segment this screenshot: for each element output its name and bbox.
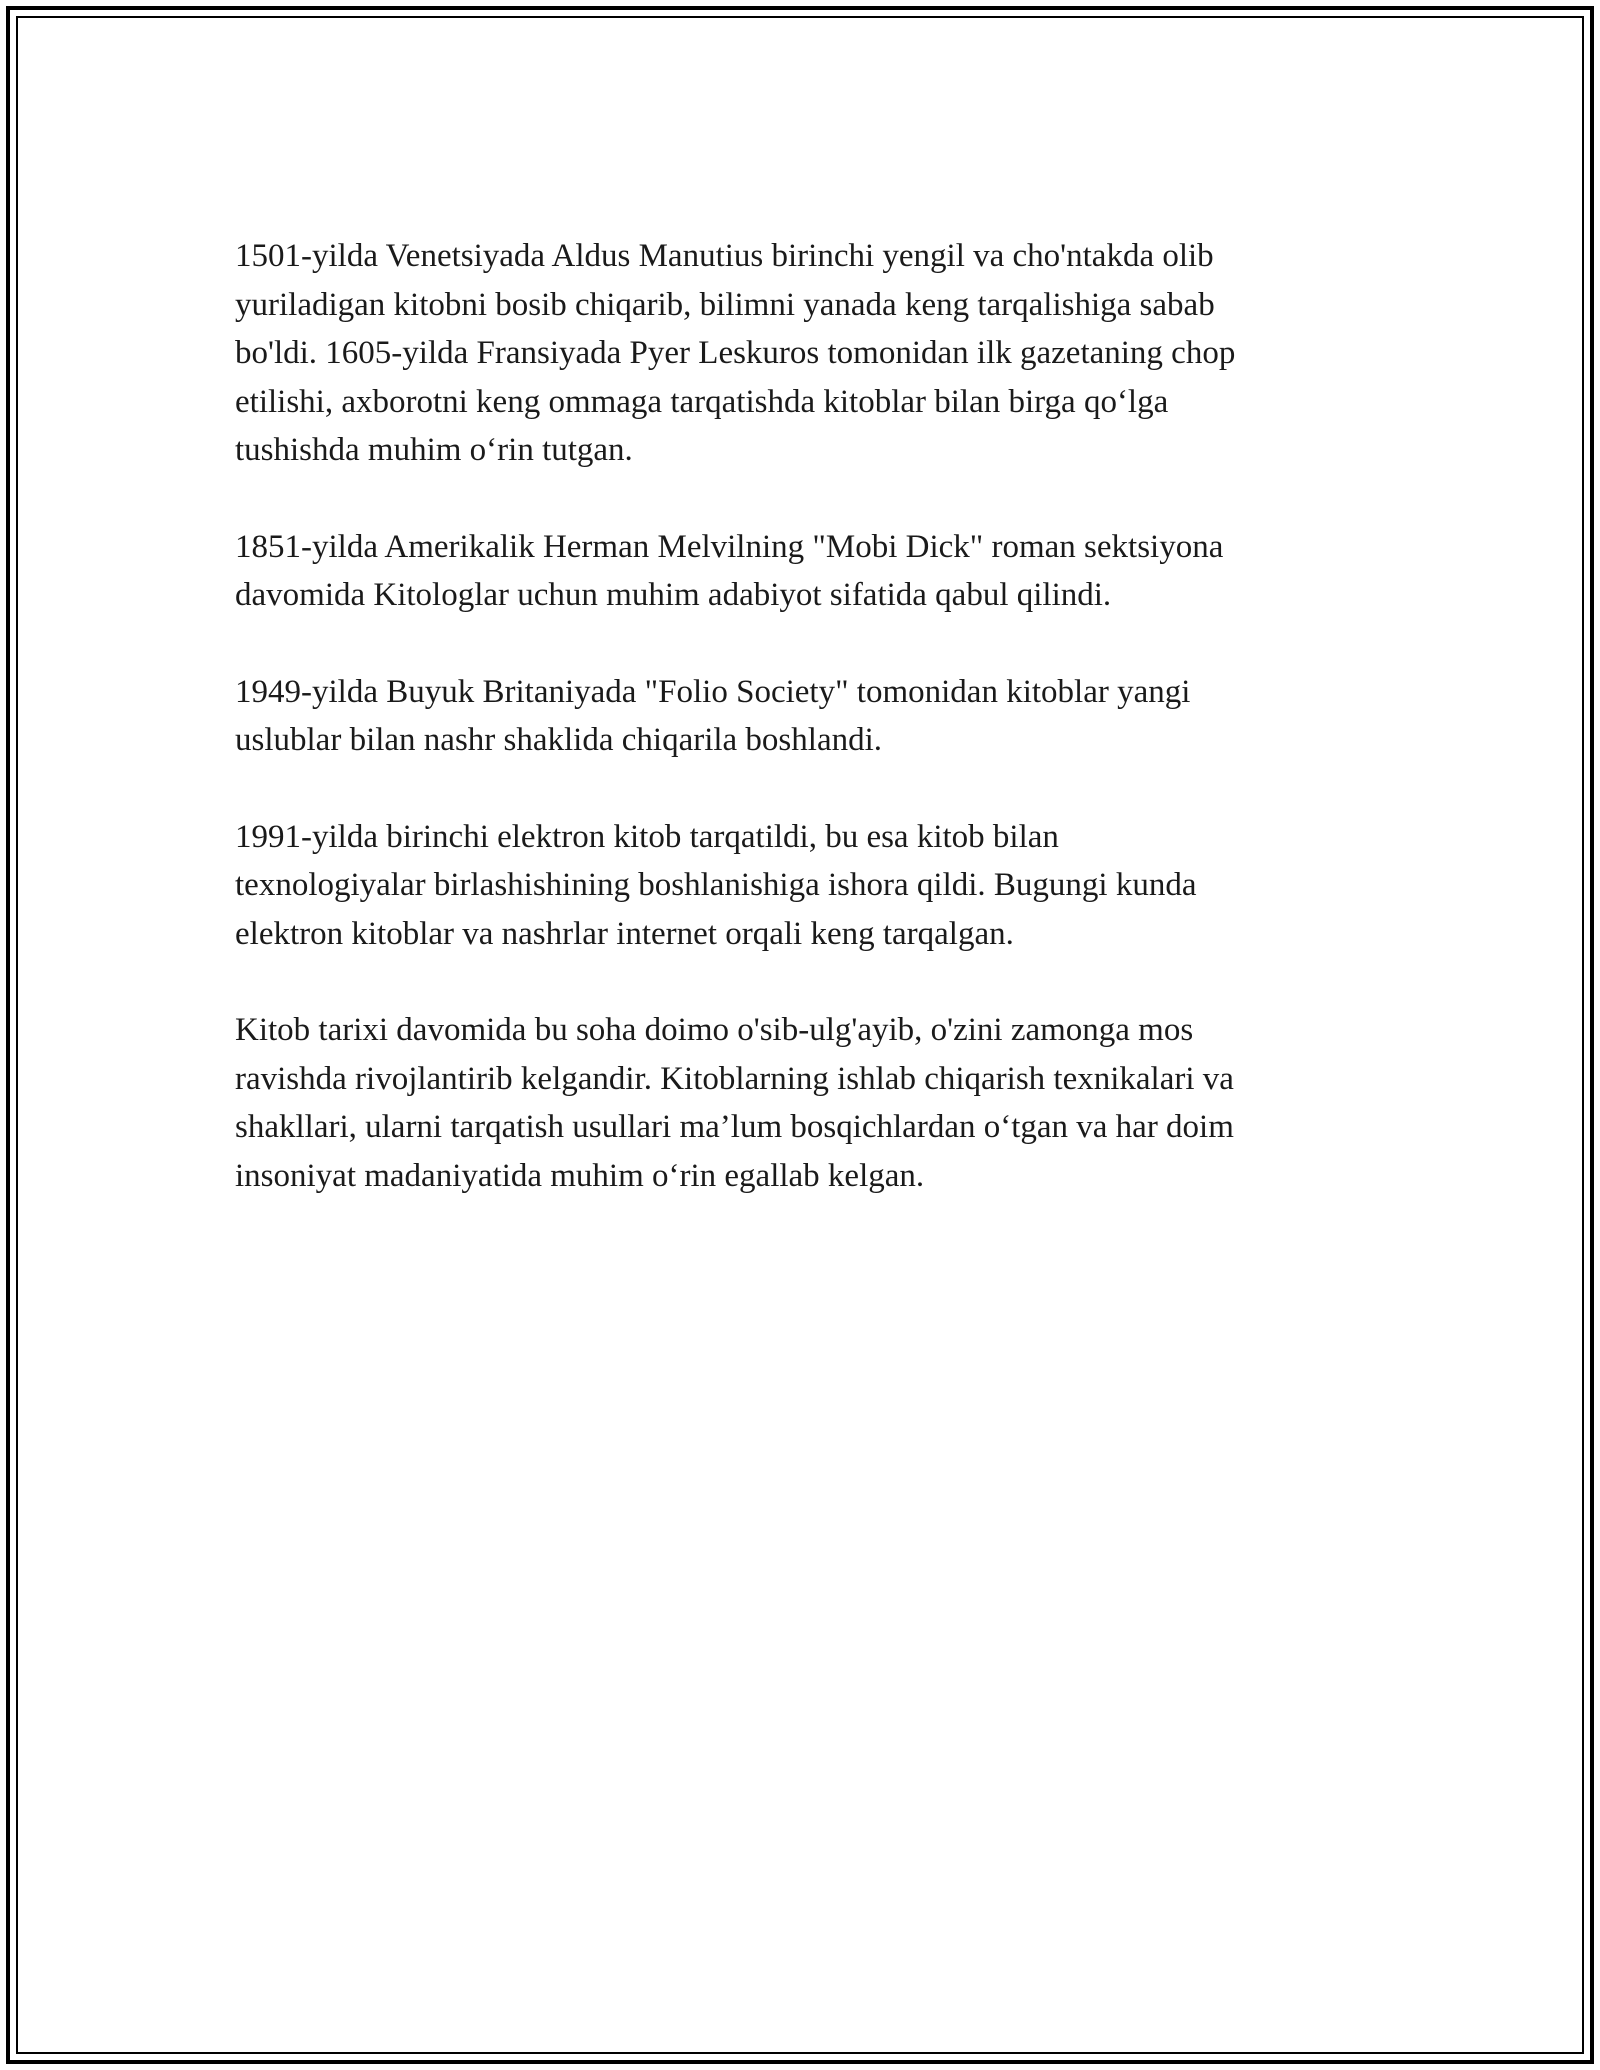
paragraph-conclusion: Kitob tarixi davomida bu soha doimo o'sib-ulg'ayib, o'zini zamonga mos ravishda rivojlantirib kelgandir. Kitoblarning ishlab chiqarish texnikalari va shakllari, ularni tarqatish usullari ma’lum bosqichlardan o‘tgan va har doim insoniyat madaniyatida muhim o‘rin egallab kelgan. [235,1012,1234,1194]
paragraph-1501-aldus-manutius: 1501-yilda Venetsiyada Aldus Manutius birinchi yengil va cho'ntakda olib yuriladigan kitobni bosib chiqarib, bilimni yanada keng tarqalishiga sabab bo'ldi. 1605-yilda Fransiyada Pyer Leskuros tomonidan ilk gazetaning chop etilishi, axborotni keng ommaga tarqatishda kitoblar bilan birga qo‘lga tushishda muhim o‘rin tutgan. [235,238,1236,468]
paragraph-1851-moby-dick: 1851-yilda Amerikalik Herman Melvilning "Mobi Dick" roman sektsiyona davomida Kitologlar uchun muhim adabiyot sifatida qabul qilindi. [235,528,1224,613]
document-body [235,232,1375,1248]
paragraph-1991-ebook: 1991-yilda birinchi elektron kitob tarqatildi, bu esa kitob bilan texnologiyalar birlashishining boshlanishiga ishora qildi. Bugungi kunda elektron kitoblar va nashrlar internet orqali keng tarqalgan. [235,818,1197,952]
paragraph-1949-folio-society: 1949-yilda Buyuk Britaniyada "Folio Society" tomonidan kitoblar yangi uslublar bilan nashr shaklida chiqarila boshlandi. [235,673,1191,758]
